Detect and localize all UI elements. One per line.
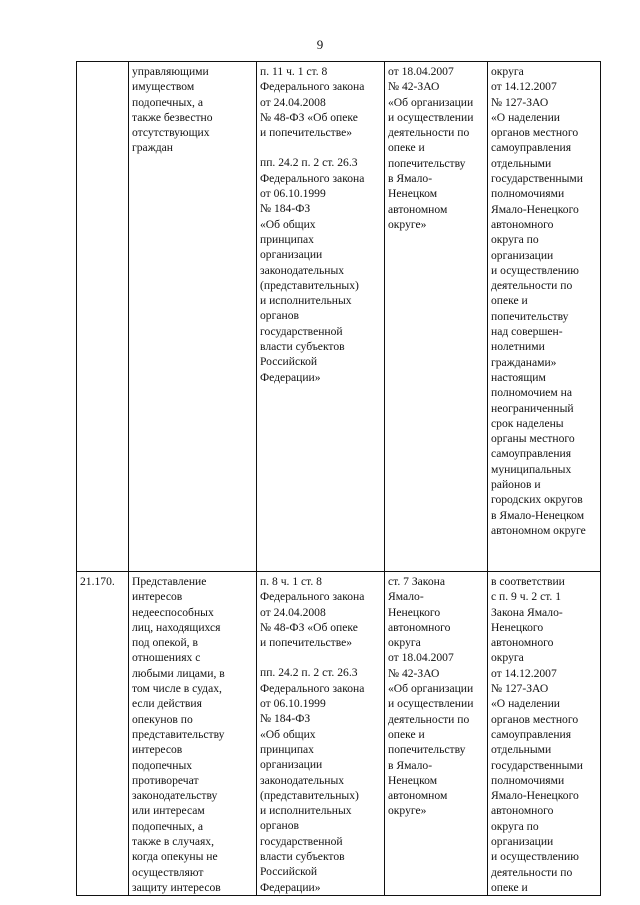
text-line: Российской	[260, 865, 318, 879]
text-line: округа по	[491, 819, 539, 833]
text-line: от 14.12.2007	[491, 80, 557, 94]
text-line: и осуществлению	[491, 850, 579, 864]
text-line: Федерального закона	[260, 590, 365, 604]
text-line: органов	[260, 819, 299, 833]
text-line: опеке и	[491, 880, 528, 894]
text-line: и осуществлению	[491, 263, 579, 277]
text-line: лиц, находящихся	[132, 620, 221, 634]
text-line: Российской	[260, 355, 318, 369]
text-line: и осуществлении	[388, 110, 474, 124]
text-line: Ненецком	[388, 773, 438, 787]
text-line: законодательных	[260, 263, 345, 277]
table-row	[77, 62, 601, 572]
text-line: Ямало-Ненецкого	[491, 789, 579, 803]
text-line: отношениях с	[132, 651, 201, 665]
text-line: п. 11 ч. 1 ст. 8	[260, 65, 328, 78]
text-line: интересов	[132, 590, 183, 604]
text-line: органов местного	[491, 126, 579, 140]
text-line: Федерации»	[260, 880, 321, 894]
text-line: районов и	[491, 478, 541, 492]
text-line: (представительных)	[260, 788, 359, 802]
text-line: Закона Ямало-	[491, 605, 563, 619]
text-line: в Ямало-Ненецком	[491, 508, 585, 522]
text-line: от 18.04.2007	[388, 651, 454, 665]
text-line: когда опекуны не	[132, 850, 218, 864]
text-line: от 24.04.2008	[260, 95, 326, 109]
text-line: и попечительстве»	[260, 126, 353, 140]
text-line: власти субъектов	[260, 850, 345, 864]
text-line: муниципальных	[491, 462, 572, 476]
text-line: попечительству	[388, 156, 466, 170]
text-line: если действия	[132, 697, 202, 711]
text-line: опеке и	[388, 727, 425, 741]
text-line: органов местного	[491, 712, 579, 726]
text-line: отдельными	[491, 156, 552, 170]
text-line: деятельности по	[388, 126, 470, 140]
text-line: Федерального закона	[260, 171, 365, 185]
text-line: самоуправления	[491, 727, 572, 741]
text-line: государственными	[491, 758, 583, 772]
text-line: деятельности по	[491, 279, 573, 293]
text-line: полномочиями	[491, 187, 565, 201]
text-line: попечительству	[491, 309, 569, 323]
text-line: опекунов по	[132, 712, 193, 726]
text-line: от 24.04.2008	[260, 605, 326, 619]
text-line: Ненецкого	[388, 605, 441, 619]
text-line: управляющими	[132, 65, 209, 78]
text-line: принципах	[260, 742, 314, 756]
text-line: неограниченный	[491, 401, 574, 415]
text-line: (представительных)	[260, 278, 359, 292]
text-line: принципах	[260, 232, 314, 246]
text-line: Федерации»	[260, 370, 321, 384]
text-line: пп. 24.2 п. 2 ст. 26.3	[260, 666, 358, 680]
text-line: 21.170.	[80, 575, 115, 588]
text-line: № 127-ЗАО	[491, 682, 549, 696]
text-line: отдельными	[491, 743, 552, 757]
page-number: 9	[316, 37, 324, 52]
text-line: округа	[491, 651, 524, 665]
text-line: подопечных	[132, 758, 193, 772]
text-line: также в случаях,	[132, 835, 214, 849]
text-line: автономном	[388, 202, 448, 216]
text-line: «Об организации	[388, 682, 474, 696]
text-line: также безвестно	[132, 110, 213, 124]
text-line: и осуществлении	[388, 697, 474, 711]
text-line: организации	[491, 835, 554, 849]
text-line: автономного	[388, 620, 451, 634]
text-line: и исполнительных	[260, 804, 352, 818]
text-line: опеке и	[491, 294, 528, 308]
text-line: «Об организации	[388, 95, 474, 109]
text-line: ст. 7 Закона	[388, 575, 445, 588]
text-line: округа	[388, 636, 421, 650]
text-line: Представление	[132, 575, 207, 588]
text-line: государственной	[260, 834, 343, 848]
text-line: государственной	[260, 324, 343, 338]
text-line: власти субъектов	[260, 340, 345, 354]
text-line: автономного	[491, 217, 554, 231]
text-line: округа по	[491, 233, 539, 247]
text-line: и исполнительных	[260, 294, 352, 308]
text-line: п. 8 ч. 1 ст. 8	[260, 575, 322, 588]
text-line: в Ямало-	[388, 758, 433, 772]
text-line: законодательству	[132, 789, 218, 803]
text-line: полномочиями	[491, 773, 565, 787]
text-line: Ямало-	[388, 590, 424, 604]
text-line: под опекой, в	[132, 636, 198, 650]
text-line: представительству	[132, 727, 225, 741]
text-line: подопечных, а	[132, 95, 203, 109]
text-line: от 18.04.2007	[388, 65, 454, 78]
paragraph-gap	[260, 650, 382, 665]
text-line: № 184-ФЗ	[260, 712, 311, 726]
text-line: от 14.12.2007	[491, 666, 557, 680]
text-line: Федерального закона	[260, 80, 365, 94]
text-line: осуществляют	[132, 865, 204, 879]
activity-cell	[129, 62, 257, 572]
text-line: подопечных, а	[132, 819, 203, 833]
text-line: опеке и	[388, 141, 425, 155]
text-line: Ненецкого	[491, 620, 544, 634]
text-line: округа	[491, 65, 524, 78]
text-line: «Об общих	[260, 727, 316, 741]
text-line: Федерального закона	[260, 681, 365, 695]
text-line: в соответствии	[491, 575, 565, 588]
text-line: граждан	[132, 141, 173, 155]
row-number-cell	[77, 572, 129, 896]
text-line: попечительству	[388, 743, 466, 757]
text-line: автономном округе	[491, 523, 586, 537]
text-line: настоящим	[491, 370, 546, 384]
text-line: № 48-ФЗ «Об опеке	[260, 620, 358, 634]
text-line: № 184-ФЗ	[260, 202, 311, 216]
paragraph-gap	[260, 140, 382, 155]
text-line: «О наделении	[491, 697, 561, 711]
federal-law-cell	[257, 572, 385, 896]
text-line: организации	[260, 248, 323, 262]
text-line: № 42-ЗАО	[388, 80, 440, 94]
text-line: над совершен-	[491, 325, 563, 339]
text-line: Ненецком	[388, 187, 438, 201]
regional-law-cell	[385, 572, 488, 896]
text-line: автономном	[388, 789, 448, 803]
text-line: от 06.10.1999	[260, 697, 326, 711]
text-line: имуществом	[132, 80, 195, 94]
authority-table	[76, 61, 601, 896]
text-line: государственными	[491, 172, 583, 186]
text-line: срок наделены	[491, 416, 564, 430]
text-line: округе»	[388, 217, 427, 231]
text-line: органы местного	[491, 432, 575, 446]
text-line: Ямало-Ненецкого	[491, 202, 579, 216]
text-line: в Ямало-	[388, 172, 433, 186]
text-line: недееспособных	[132, 605, 214, 619]
text-line: отсутствующих	[132, 126, 210, 140]
activity-cell	[129, 572, 257, 896]
text-line: полномочием на	[491, 386, 573, 400]
text-line: округе»	[388, 804, 427, 818]
text-line: самоуправления	[491, 141, 572, 155]
text-line: или интересам	[132, 804, 205, 818]
row-number-cell	[77, 62, 129, 572]
text-line: любыми лицами, в	[132, 666, 225, 680]
delegation-cell	[488, 572, 601, 896]
table-row	[77, 572, 601, 896]
text-line: городских округов	[491, 493, 583, 507]
text-line: деятельности по	[388, 712, 470, 726]
text-line: автономного	[491, 804, 554, 818]
regional-law-cell	[385, 62, 488, 572]
text-line: организации	[491, 248, 554, 262]
text-line: № 48-ФЗ «Об опеке	[260, 110, 358, 124]
text-line: том числе в судах,	[132, 682, 222, 696]
text-line: № 127-ЗАО	[491, 95, 549, 109]
text-line: самоуправления	[491, 447, 572, 461]
text-line: деятельности по	[491, 865, 573, 879]
text-line: «О наделении	[491, 110, 561, 124]
text-line: «Об общих	[260, 217, 316, 231]
text-line: защиту интересов	[132, 880, 221, 894]
text-line: противоречат	[132, 773, 199, 787]
text-line: № 42-ЗАО	[388, 666, 440, 680]
text-line: с п. 9 ч. 2 ст. 1	[491, 590, 561, 604]
text-line: гражданами»	[491, 355, 557, 369]
text-line: нолетними	[491, 340, 545, 354]
text-line: организации	[260, 758, 323, 772]
text-line: органов	[260, 309, 299, 323]
text-line: законодательных	[260, 773, 345, 787]
text-line: пп. 24.2 п. 2 ст. 26.3	[260, 156, 358, 170]
text-line: автономного	[491, 636, 554, 650]
text-line: интересов	[132, 743, 183, 757]
delegation-cell	[488, 62, 601, 572]
text-line: от 06.10.1999	[260, 187, 326, 201]
text-line: и попечительстве»	[260, 636, 353, 650]
federal-law-cell	[257, 62, 385, 572]
